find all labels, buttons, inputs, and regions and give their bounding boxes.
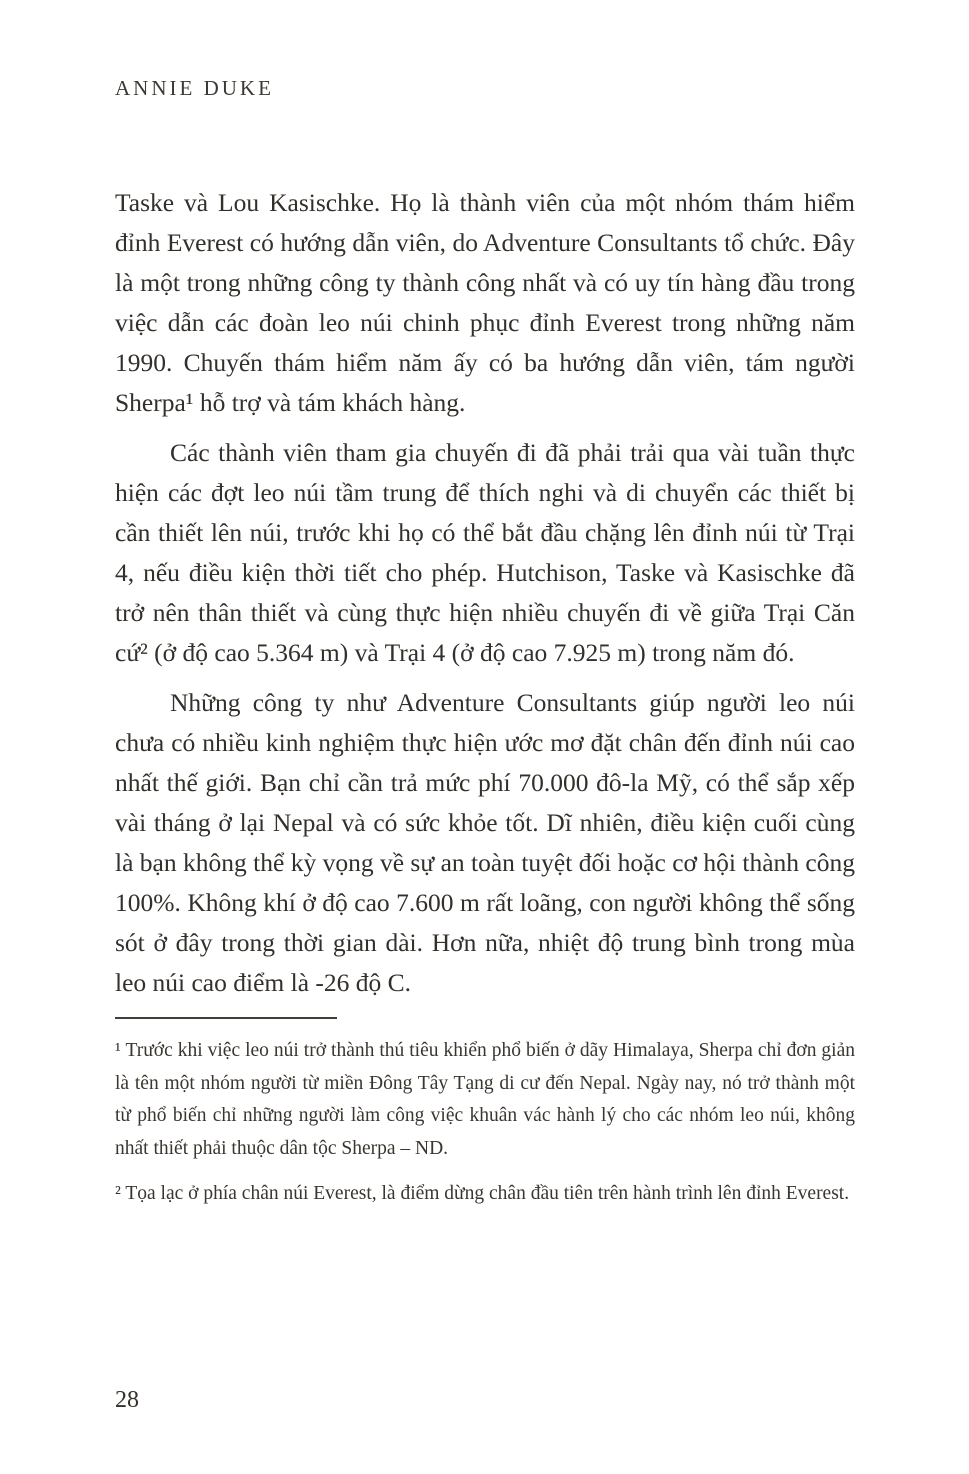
footnote: ¹ Trước khi việc leo núi trở thành thú tiêu khiển phổ biến ở dãy Himalaya, Sherpa chỉ đơn giản là tên một nhóm người từ miền Đông Tây Tạng di cư đến Nepal. Ngày nay, nó trở thành một từ phổ biến chỉ những người làm công việc khuân vác hành lý cho các nhóm leo núi, không nhất thiết phải thuộc dân tộc Sherpa – ND.: [115, 1040, 855, 1159]
footnote-separator: [115, 1017, 337, 1019]
page-number: 28: [115, 1387, 139, 1413]
footnotes-section: [115, 1017, 855, 1211]
body-text: [115, 183, 855, 1003]
paragraph: Những công ty như Adventure Consultants giúp người leo núi chưa có nhiều kinh nghiệm thực hiện ước mơ đặt chân đến đỉnh núi cao nhất thế giới. Bạn chỉ cần trả mức phí 70.000 đô-la Mỹ, có thể sắp xếp vài tháng ở lại Nepal và có sức khỏe tốt. Dĩ nhiên, điều kiện cuối cùng là bạn không thể kỳ vọng về sự an toàn tuyệt đối hoặc cơ hội thành công 100%. Không khí ở độ cao 7.600 m rất loãng, con người không thể sống sót ở đây trong thời gian dài. Hơn nữa, nhiệt độ trung bình trong mùa leo núi cao điểm là -26 độ C.: [115, 688, 855, 997]
paragraph-continuation: Taske và Lou Kasischke. Họ là thành viên của một nhóm thám hiểm đỉnh Everest có hướng dẫn viên, do Adventure Consultants tổ chức. Đây là một trong những công ty thành công nhất và có uy tín hàng đầu trong việc dẫn các đoàn leo núi chinh phục đỉnh Everest trong những năm 1990. Chuyến thám hiểm năm ấy có ba hướng dẫn viên, tám người Sherpa¹ hỗ trợ và tám khách hàng.: [115, 188, 855, 417]
paragraph: Các thành viên tham gia chuyến đi đã phải trải qua vài tuần thực hiện các đợt leo núi tầm trung để thích nghi và di chuyển các thiết bị cần thiết lên núi, trước khi họ có thể bắt đầu chặng lên đỉnh núi từ Trại 4, nếu điều kiện thời tiết cho phép. Hutchison, Taske và Kasischke đã trở nên thân thiết và cùng thực hiện nhiều chuyến đi về giữa Trại Căn cứ² (ở độ cao 5.364 m) và Trại 4 (ở độ cao 7.925 m) trong năm đó.: [115, 438, 855, 667]
running-header-author: ANNIE DUKE: [115, 76, 274, 100]
footnote: ² Tọa lạc ở phía chân núi Everest, là điểm dừng chân đầu tiên trên hành trình lên đỉnh Everest.: [115, 1183, 850, 1204]
